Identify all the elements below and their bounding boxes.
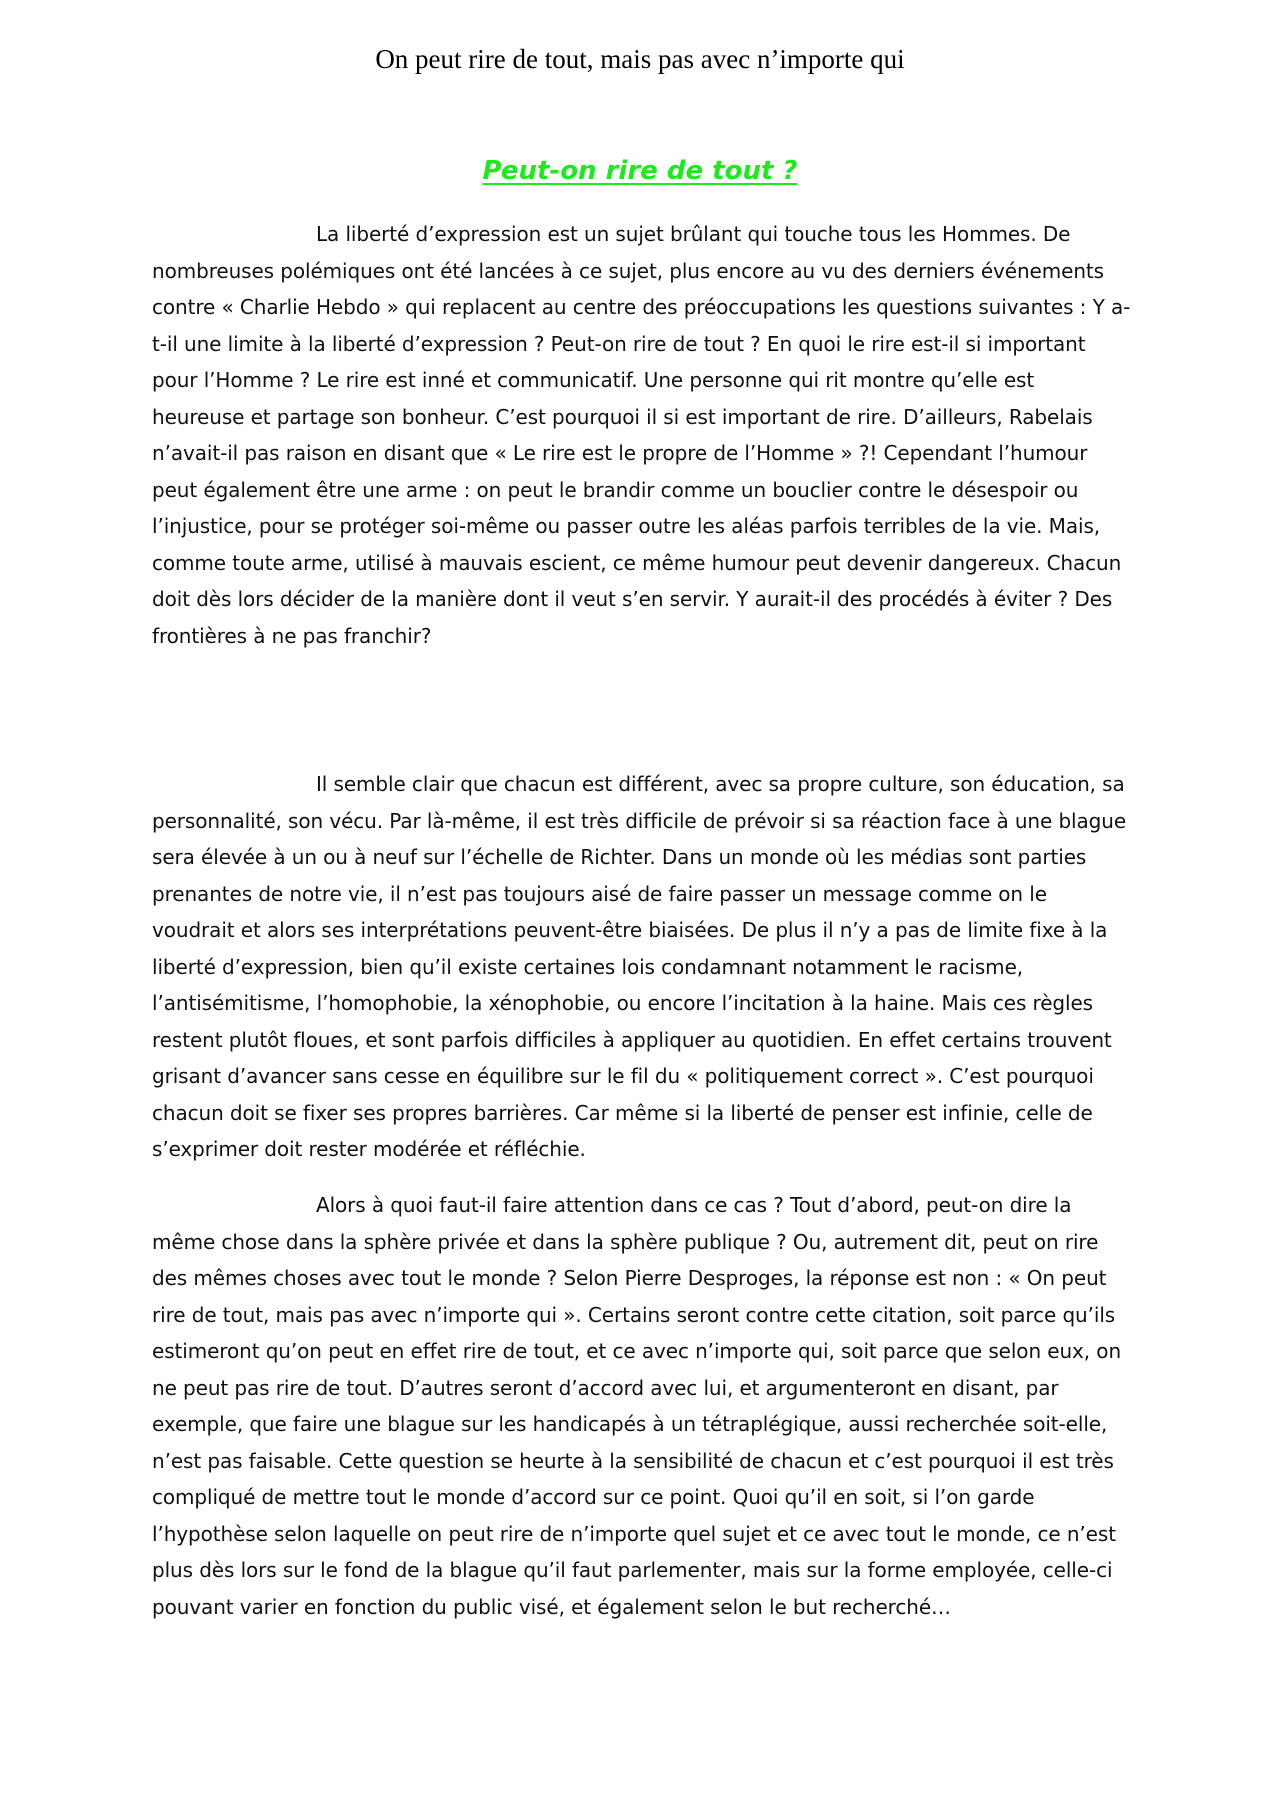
paragraph-2 (152, 766, 1132, 1168)
page-title: On peut rire de tout, mais pas avec n’importe qui (375, 44, 905, 74)
paragraph-text: Alors à quoi faut-il faire attention dans ce cas ? Tout d’abord, peut-on dire la même chose dans la sphère privée et dans la sphère publique ? Ou, autrement dit, peut on rire des mêmes choses avec tout le monde ? Selon Pierre Desproges, la réponse est non : « On peut rire de tout, mais pas avec n’importe qui ». Certains seront contre cette citation, soit parce qu’ils estimeront qu’on peut en effet rire de tout, et ce avec n’importe qui, soit parce que selon eux, on ne peut pas rire de tout. D’autres seront d’accord avec lui, et argumenteront en disant, par exemple, que faire une blague sur les handicapés à un tétraplégique, aussi recherchée soit-elle, n’est pas faisable. Cette question se heurte à la sensibilité de chacun et c’est pourquoi il est très compliqué de mettre tout le monde d’accord sur ce point. Quoi qu’il en soit, si l’on garde l’hypothèse selon laquelle on peut rire de n’importe quel sujet et ce avec tout le monde, ce n’est plus dès lors sur le fond de la blague qu’il faut parlementer, mais sur la forme employée, celle-ci pouvant varier en fonction du public visé, et également selon le but recherché… (152, 1193, 1122, 1619)
section-heading: Peut-on rire de tout ? (482, 156, 798, 186)
paragraph-1 (152, 216, 1132, 654)
paragraph-3 (152, 1187, 1132, 1625)
paragraph-text: La liberté d’expression est un sujet brûlant qui touche tous les Hommes. De nombreuses polémiques ont été lancées à ce sujet, plus encore au vu des derniers événements contre « Charlie Hebdo » qui replacent au centre des préoccupations les questions suivantes : Y a-t-il une limite à la liberté d’expression ? Peut-on rire de tout ? En quoi le rire est-il si important pour l’Homme ? Le rire est inné et communicatif. Une personne qui rit montre qu’elle est heureuse et partage son bonheur. C’est pourquoi il si est important de rire. D’ailleurs, Rabelais n’avait-il pas raison en disant que « Le rire est le propre de l’Homme » ?! Cependant l’humour peut également être une arme : on peut le brandir comme un bouclier contre le désespoir ou l’injustice, pour se protéger soi-même ou passer outre les aléas parfois terribles de la vie. Mais, comme toute arme, utilisé à mauvais escient, ce même humour peut devenir dangereux. Chacun doit dès lors décider de la manière dont il veut s’en servir. Y aurait-il des procédés à éviter ? Des frontières à ne pas franchir? (152, 222, 1131, 648)
paragraph-text: Il semble clair que chacun est différent, avec sa propre culture, son éducation, sa personnalité, son vécu. Par là-même, il est très difficile de prévoir si sa réaction face à une blague sera élevée à un ou à neuf sur l’échelle de Richter. Dans un monde où les médias sont parties prenantes de notre vie, il n’est pas toujours aisé de faire passer un message comme on le voudrait et alors ses interprétations peuvent-être biaisées. De plus il n’y a pas de limite fixe à la liberté d’expression, bien qu’il existe certaines lois condamnant notamment le racisme, l’antisémitisme, l’homophobie, la xénophobie, ou encore l’incitation à la haine. Mais ces règles restent plutôt floues, et sont parfois difficiles à appliquer au quotidien. En effet certains trouvent grisant d’avancer sans cesse en équilibre sur le fil du « politiquement correct ». C’est pourquoi chacun doit se fixer ses propres barrières. Car même si la liberté de penser est infinie, celle de s’exprimer doit rester modérée et réfléchie. (152, 772, 1127, 1161)
